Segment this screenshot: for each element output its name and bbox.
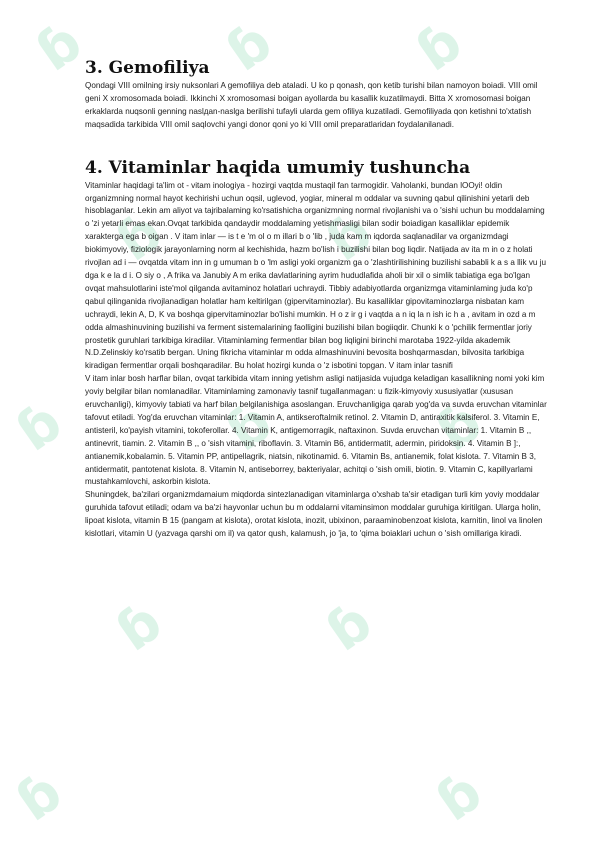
- watermark-logo: ɓ: [315, 589, 383, 664]
- watermark-logo: ɓ: [405, 9, 473, 84]
- watermark-logo: ɓ: [5, 759, 73, 834]
- watermark-logo: ɓ: [425, 759, 493, 834]
- watermark-logo: ɓ: [105, 199, 173, 274]
- watermark-logo: ɓ: [215, 9, 283, 84]
- document-content: [85, 58, 547, 541]
- watermark-logo: ɓ: [315, 199, 383, 274]
- watermark-logo: ɓ: [425, 389, 493, 464]
- watermark-logo: ɓ: [25, 9, 93, 84]
- watermark-logo: ɓ: [105, 589, 173, 664]
- section-3-title: 3. Gemofiliya: [85, 58, 210, 78]
- section-4-title: 4. Vitaminlar haqida umumiy tushuncha: [85, 157, 471, 178]
- section-3-body: Qondagi VIII omilning irsiy nuksonlari A gemofiliya deb ataladi. U ko p qonash, qon ketib turishi bilan namoyon boiadi. VIII omil geni X xromosomada boiadi. Ikkinchi X xromosomasi boigan ayollarda bu kasallik kuzatilmaydi. Bitta X xromosomasi boigan erkaklarda nuqsonli genning naslдan-naslga berilishi tufayli ularda gem ofiliya kuzatiladi. Gemofiliyada qon ketishni to'xtatish maqsadida tarkibida VIII omil saqlovchi yangi donor qoni yo ki VIII omil preparatlaridan foydalanilanadi.: [85, 81, 538, 129]
- watermark-logo: ɓ: [5, 389, 73, 464]
- section-gap: [85, 132, 547, 158]
- section-4-body: Vitaminlar haqidagi ta'lim ot - vitam inologiya - hozirgi vaqtda mustaqil fan tarmogidir. Vaholanki, bundan lOOyi! oldin organizmning normal hayot kechirishi uchun oqsil, uglevod, yogiar, mineral m oddalar va suvning qabul qilinishini yetarli deb hisoblaganlar. Lekin am aliyot va tajribalaming ko'rsatishicha organizmning normal rivojlanishi va o 'sishi uchun bu moddalaming o 'zi yetarli emas ekan.Ovqat tarkibida qandaydir moddalaming yetishmasligi bilan sodir boiadigan kasalliklar epidemik xarakterga ega b oigan . V itam inlar — is t e 'm ol o m illari b o 'lib , juda kam m iqdorda saqlanadilar va organizmdagi biokimyoviy, fiziologik jarayonlarning norm al kechishida, hazm bo'lish i buzilishi bilan bog liqdir. Natijada av ita m in o z holati rivojlan ad i — ovqatda vitam inn in g umuman b o 'lm asligi yoki organizm ga o 'zlashtirilishining buzilishi sababli k a s a llik vu ju dga k e la d i. O siy o , A frika va Janubiy A m erika davlatlarining ayrim hududlafida aholi bir xil o simlik tabiatiga ega bo'lgan ovqat mahsulotlarini iste'mol qilganda avitaminoz holatlari uchraydi. Tibbiy adabiyotlarda organizmga vitaminlaming juda ko'p qabul qilinganida rivojlanadigan holatlar ham keltirilgan (gipervitaminozlar). Bu kasalliklar gipovitaminozlarga nisbatan kam uchraydi, lekin A, D, K va boshqa gipervitaminozlar bo'lishi mumkin. H o z ir g i vaqtda a n iq la n ish ic h a , avitam in ozd a m odda almashinuvining buzilishi va ferment sistemalarining faolligini buzilishi bilan bogiiqdir. Chunki k o 'pchilik fermentlar joriy prostetik guruhlari tarkibiga kiradilar. Vitaminlaming fermentlar bilan bog liqligini birinchi marotaba 1922-yilda akademik N.D.Zelinskiy ko'rsatib bergan. Uning fikricha vitaminlar m odda almashinuvini bevosita boshqarmasdan, bilvosita tarkibiga kiradigan fermentlar orqali boshqaradilar. Bu holat hozirgi kunda o 'z isbotini topgan. V itam inlar tasnifi V itam inlar bosh harflar bilan, ovqat tarkibida vitam inning yetishm asligi natijasida vujudga keladigan kasallikning nomi yoki kim yoviy belgilar bilan nomlanadilar. Vitaminlaming zamonaviy tasnif tugallanmagan: u fizik-kimyoviy xususiyatlar (xususan eruvchanligi), kimyoviy tabiati va harf bilan belgilanishiga asoslangan. Eruvchanligiga qarab yog'da va suvda eruvchan vitaminlar tafovut etiladi. Yog'da eruvchan vitaminlar: 1. Vitamin A, antikseroftalmik retinol. 2. Vitamin D, antiraxitik kalsiferol. 3. Vitamin E, antisteril, ko'payish vitamini, tokoferollar. 4. Vitamin K, antigemorragik, naftaxinon. Suvda eruvchan vitaminlar: 1. Vitamin B ,, antinevrit, tiamin. 2. Vitamin B ,, o 'sish vitamini, riboflavin. 3. Vitamin B6, antidermatit, adermin, piridoksin. 4. Vitamin B ]:, antianemik,kobalamin. 5. Vitamin PP, antipellagrik, niatsin, nikotinamid. 6. Vitamin Bs, antianemik, folat kislota. 7. Vitamin B 3, antidermatit, pantotenat kislota. 8. Vitamin N, antiseborrey, bakteriyalar, achitqi o 'sish omili, biotin. 9. Vitamin C, kapillyarlami mustahkamlovchi, askorbin kislota. Shuningdek, ba'zilari organizmdamaium miqdorda sintezlanadigan vitaminlarga o'xshab ta'sir etadigan turli kim yoviy moddalar guruhida tafovut etiladi; odam va ba'zi hayvonlar uchun bu m oddalarni vitaminsimon moddalar guruhiga kiritilgan. Ularga holin, lipoat kislota, vitamin B 15 (pangam at kislota), orotat kislota, inozit, ubixinon, paraaminobenzoat kislota, karnitin, linol va linolen kislotlari, vitamin U (yazvaga qarshi om il) va qator qush, kalamush, jo 'ja, to 'qima boiaklari uchun o 'sish omillariga kiradi.: [85, 180, 547, 539]
- watermark-logo: ɓ: [215, 389, 283, 464]
